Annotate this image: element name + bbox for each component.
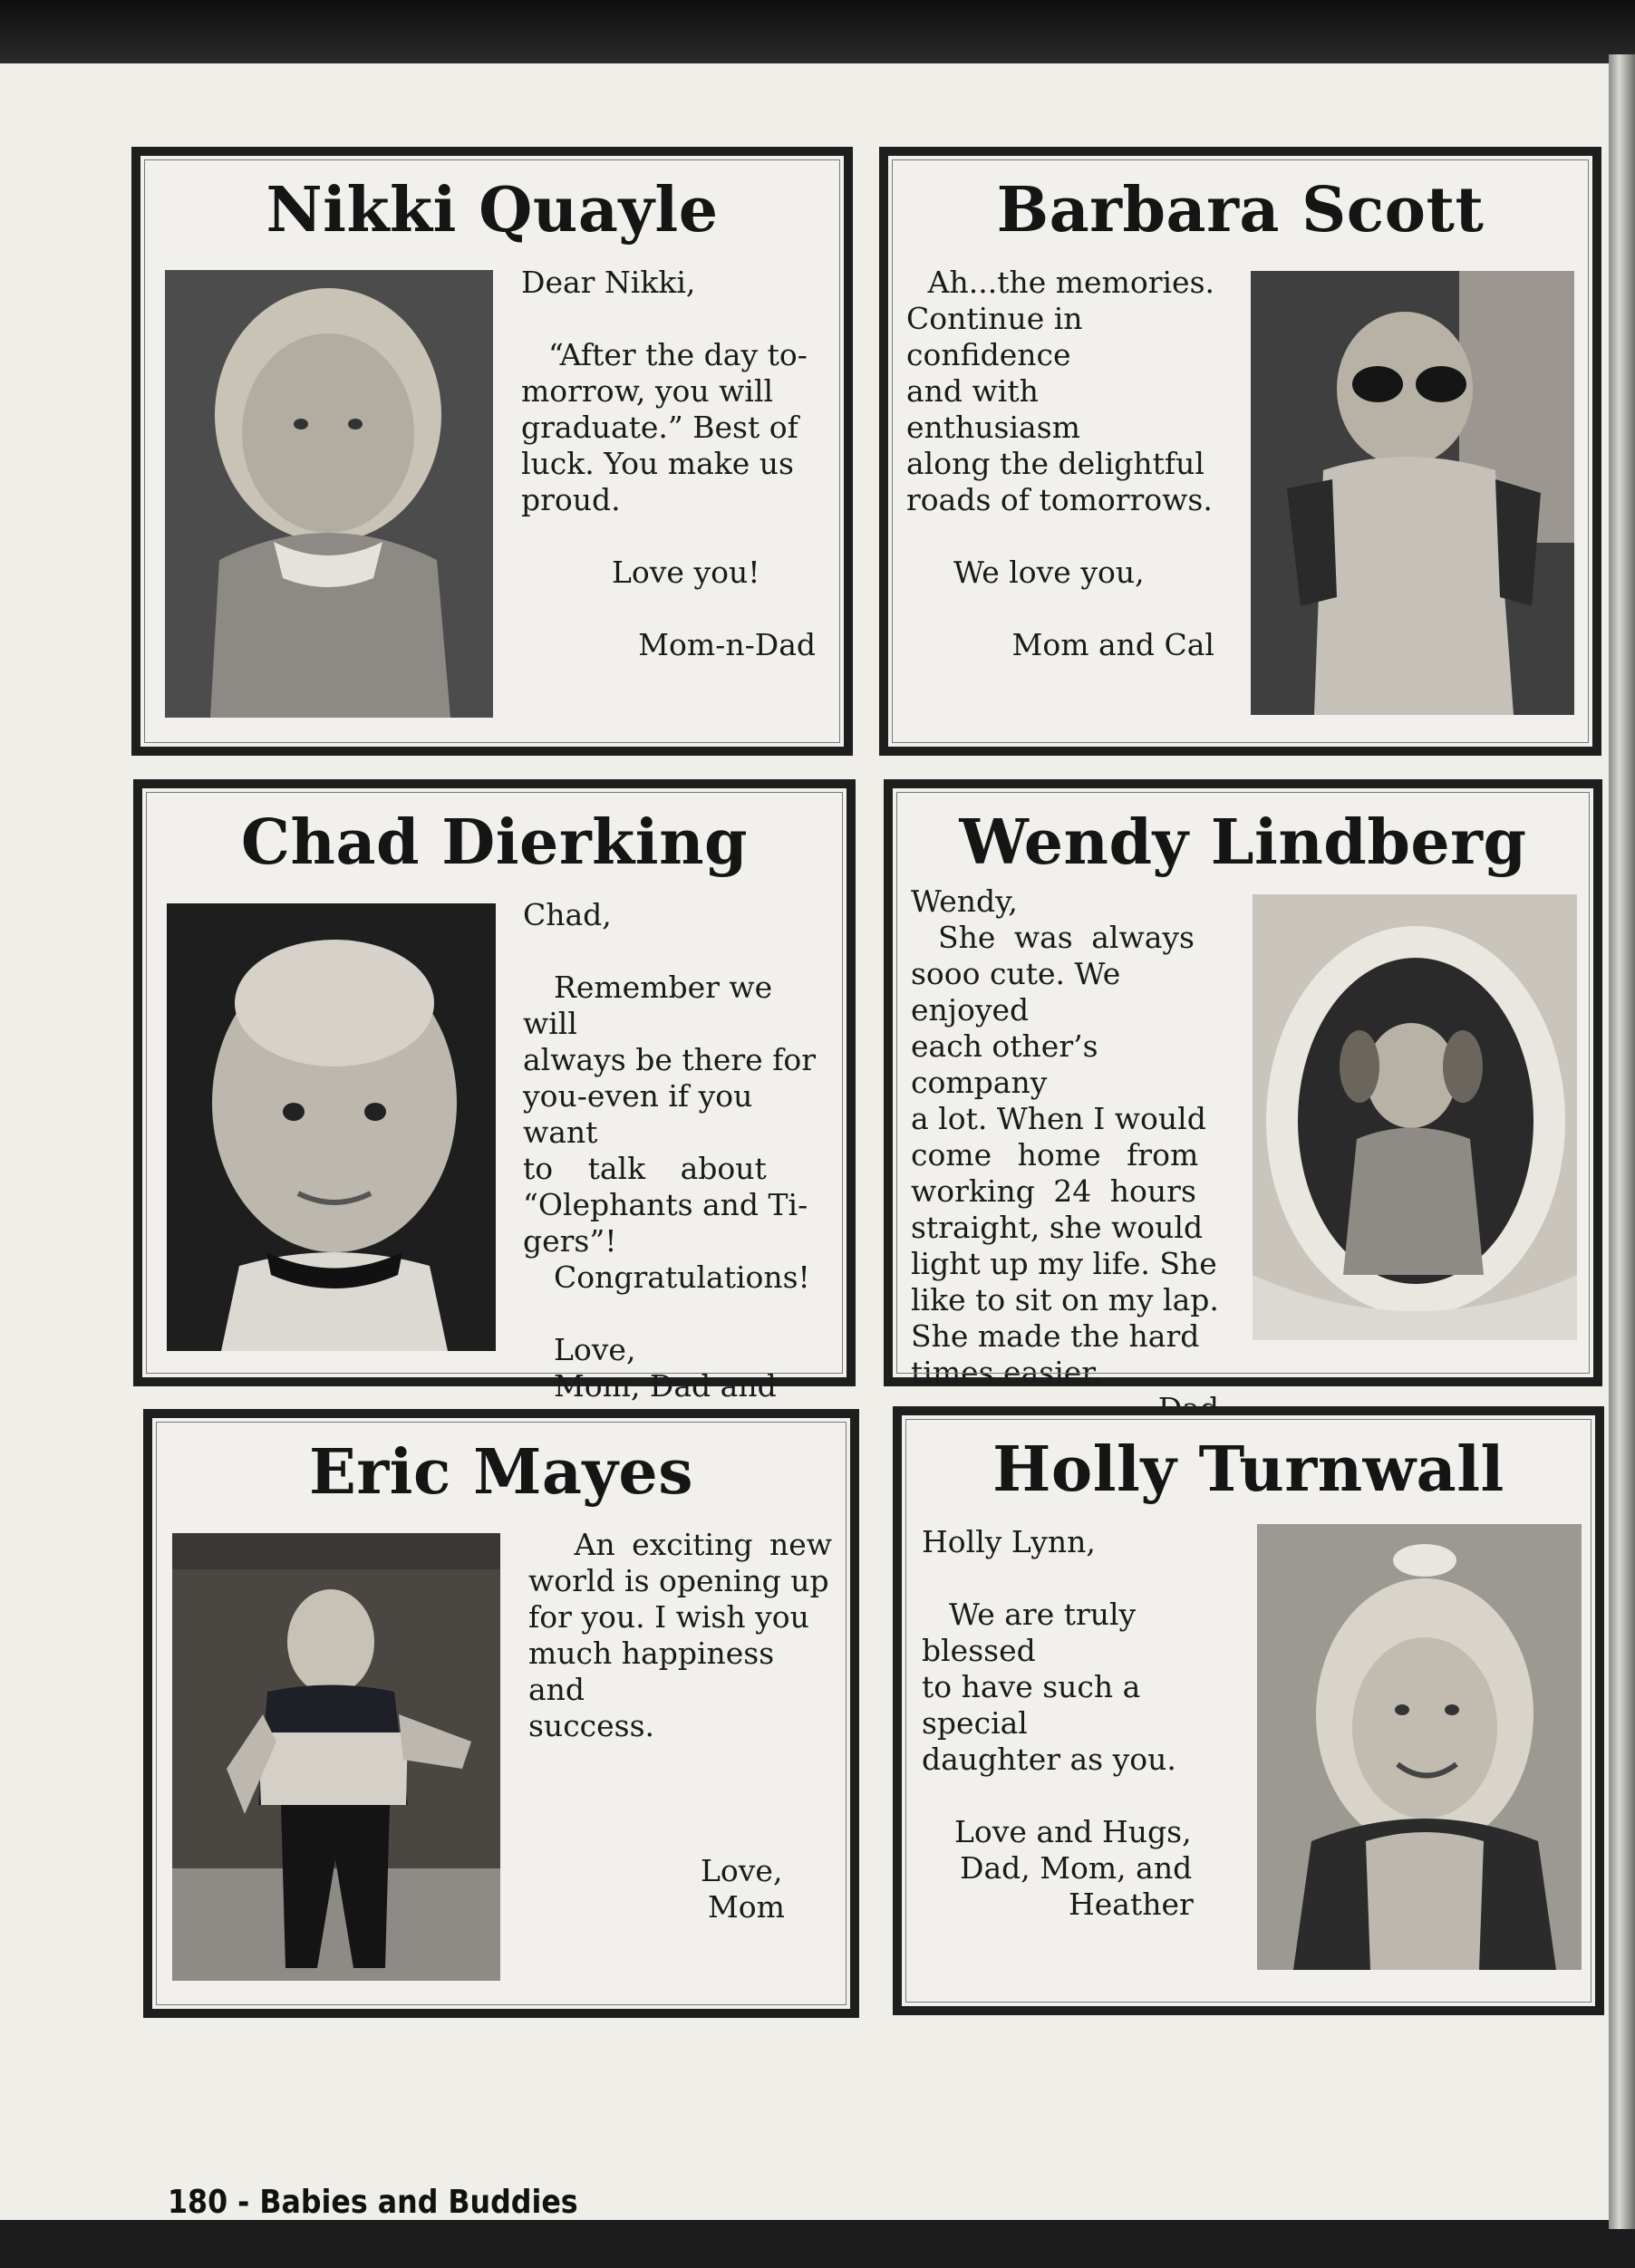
message-line: Remember we will [523,970,773,1041]
message-line: like to sit on my lap. [911,1282,1219,1317]
message-line: to talk about [523,1151,767,1186]
card-name: Wendy Lindberg [959,806,1527,879]
card-barbara-scott [879,147,1601,756]
message [906,265,1214,663]
card-wendy-lindberg [884,779,1602,1390]
message-line: morrow, you will [521,373,774,409]
message-line: Love, [554,1332,636,1367]
baby-photo [1257,1524,1582,1970]
card-holly-turnwall [893,1406,1604,2015]
message-line: much happiness and [528,1636,775,1707]
baby-photo [165,270,493,718]
message-line: We love you, [953,555,1145,590]
message-line [523,1296,825,1332]
message-line: roads of tomorrows. [906,482,1213,517]
message-line: Mom and Cal [1011,627,1214,662]
card-eric-mayes [143,1409,859,2018]
page-footer: 180 - Babies and Buddies [168,2184,578,2220]
message-line: Ah...the memories. [927,265,1214,300]
message-line: Love and Hugs, [954,1814,1192,1849]
message-line: a lot. When I would [911,1101,1206,1136]
message-line [523,933,825,970]
message-line [528,1817,832,1853]
baby-photo [167,903,496,1351]
message-line [922,1560,1230,1597]
message-line: Love, [701,1853,783,1888]
message-line: sooo cute. We enjoyed [911,956,1121,1028]
message-line [521,591,816,627]
message [528,1527,832,1925]
message [521,265,816,663]
message-line: to have such a special [922,1669,1141,1741]
message-line [528,1744,832,1781]
message-line: She was always [938,920,1195,955]
card-name: Holly Turnwall [992,1433,1504,1506]
message-line [528,1781,832,1817]
message-line: Mom, Dad and [554,1368,777,1404]
message-line: Congratulations! [554,1259,810,1295]
message-line: straight, she would [911,1210,1204,1245]
message-line [922,1778,1230,1814]
message-line: Wendy, [911,883,1018,919]
message-line: daughter as you. [922,1742,1176,1777]
message-line: come home from [911,1137,1199,1173]
card-name: Barbara Scott [996,174,1485,246]
message-line: and with enthusiasm [906,373,1080,445]
message-line: “Olephants and Ti- [523,1187,808,1222]
card-name: Nikki Quayle [266,174,719,246]
message-line: Love you! [612,555,760,590]
message-line: along the delightful [906,446,1204,481]
scan-edge [0,0,1635,63]
message-line [906,591,1214,627]
baby-photo [1251,271,1574,715]
message-line: working 24 hours [911,1173,1196,1209]
message-line: light up my life. She [911,1246,1217,1281]
message-line: proud. [521,482,621,517]
message-line: Heather [1069,1887,1194,1922]
message-line: always be there for [523,1042,817,1077]
message-line: She made the hard [911,1318,1200,1354]
message-line: luck. You make us [521,446,794,481]
message-line: world is opening up [528,1563,829,1598]
page-binding [1609,54,1635,2229]
message-line: Mom [708,1889,785,1925]
card-chad-dierking [133,779,856,1404]
message-line: Holly Lynn, [922,1524,1096,1559]
message-line: An exciting new [574,1527,832,1562]
message-line: gers”! [523,1223,617,1259]
message-line: Chad, [523,897,612,932]
message-line: Mom-n-Dad [638,627,816,662]
message-line [521,301,816,337]
message-line: Continue in confidence [906,301,1083,372]
message-line [906,518,1214,555]
message-line: each other’s company [911,1028,1098,1100]
message [911,883,1219,1427]
message-line: Dear Nikki, [521,265,696,300]
baby-photo [172,1533,500,1981]
message-line: for you. I wish you [528,1599,809,1635]
message-line: Dad, Mom, and [960,1850,1193,1886]
baby-photo [1253,894,1577,1340]
message-line: graduate.” Best of [521,410,798,445]
yearbook-page [0,63,1609,2220]
message [523,897,825,1441]
message-line: you-even if you want [523,1078,753,1150]
message [922,1524,1230,1923]
message-line: success. [528,1708,655,1743]
card-name: Chad Dierking [240,806,749,879]
card-nikki-quayle [131,147,853,756]
card-name: Eric Mayes [309,1436,693,1509]
message-line [521,518,816,555]
message-line: We are truly blessed [922,1597,1137,1668]
message-line: times easier. [911,1355,1102,1390]
message-line: “After the day to- [548,337,808,372]
